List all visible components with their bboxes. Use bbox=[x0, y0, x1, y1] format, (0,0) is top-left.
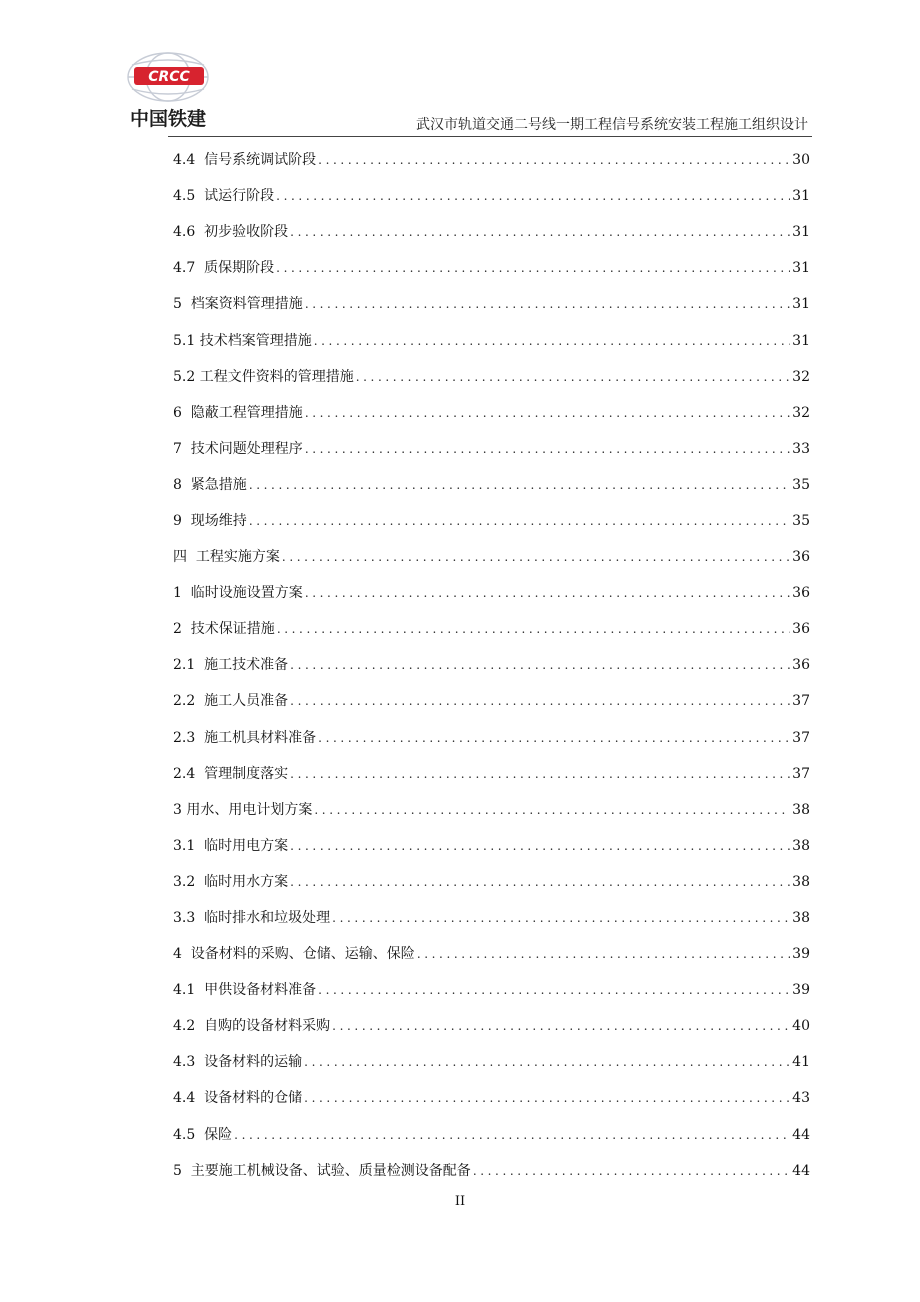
toc-entry-page: 44 bbox=[792, 1126, 810, 1143]
toc-entry-page: 31 bbox=[792, 260, 810, 277]
toc-entry-page: 38 bbox=[792, 801, 810, 818]
toc-entry-title: 2.4 管理制度落实 bbox=[173, 765, 289, 782]
toc-entry-title: 4.4 信号系统调试阶段 bbox=[173, 152, 317, 169]
toc-entry[interactable] bbox=[173, 214, 810, 250]
toc-entry-page: 43 bbox=[792, 1090, 810, 1107]
toc-entry-title: 4.4 设备材料的仓储 bbox=[173, 1090, 303, 1107]
toc-dot-leader bbox=[356, 371, 790, 383]
toc-dot-leader bbox=[305, 298, 790, 310]
toc-entry[interactable] bbox=[173, 864, 810, 900]
toc-entry[interactable] bbox=[173, 539, 810, 575]
toc-entry-title: 3.2 临时用水方案 bbox=[173, 873, 289, 890]
toc-entry-title: 四 工程实施方案 bbox=[173, 549, 280, 566]
toc-dot-leader bbox=[473, 1165, 790, 1177]
toc-entry[interactable] bbox=[173, 647, 810, 683]
document-title: 武汉市轨道交通二号线一期工程信号系统安装工程施工组织设计 bbox=[416, 117, 808, 133]
toc-entry-title: 5 档案资料管理措施 bbox=[173, 296, 303, 313]
logo-company-name: 中国铁建 bbox=[129, 108, 206, 130]
toc-dot-leader bbox=[290, 695, 790, 707]
toc-entry-title: 5 主要施工机械设备、试验、质量检测设备配备 bbox=[173, 1162, 471, 1179]
toc-entry-title: 6 隐蔽工程管理措施 bbox=[173, 404, 303, 421]
toc-dot-leader bbox=[290, 768, 790, 780]
toc-entry-page: 36 bbox=[792, 621, 810, 638]
toc-entry-title: 9 现场维持 bbox=[173, 512, 247, 529]
toc-entry-title: 4 设备材料的采购、仓储、运输、保险 bbox=[173, 946, 415, 963]
toc-entry-title: 4.5 试运行阶段 bbox=[173, 188, 275, 205]
toc-dot-leader bbox=[314, 335, 790, 347]
toc-dot-leader bbox=[249, 515, 790, 527]
toc-entry[interactable] bbox=[173, 611, 810, 647]
toc-entry-page: 44 bbox=[792, 1162, 810, 1179]
toc-entry-page: 37 bbox=[792, 765, 810, 782]
toc-entry-page: 41 bbox=[792, 1054, 810, 1071]
toc-entry-title: 3.3 临时排水和垃圾处理 bbox=[173, 910, 331, 927]
toc-entry[interactable] bbox=[173, 359, 810, 395]
toc-entry[interactable] bbox=[173, 972, 810, 1008]
toc-entry[interactable] bbox=[173, 792, 810, 828]
toc-dot-leader bbox=[304, 1056, 790, 1068]
toc-dot-leader bbox=[290, 659, 790, 671]
toc-dot-leader bbox=[305, 407, 790, 419]
toc-entry[interactable] bbox=[173, 1153, 810, 1189]
toc-entry-title: 4.6 初步验收阶段 bbox=[173, 224, 289, 241]
toc-entry[interactable] bbox=[173, 828, 810, 864]
toc-entry-page: 31 bbox=[792, 188, 810, 205]
toc-entry[interactable] bbox=[173, 575, 810, 611]
toc-entry[interactable] bbox=[173, 683, 810, 719]
toc-entry[interactable] bbox=[173, 431, 810, 467]
toc-entry[interactable] bbox=[173, 142, 810, 178]
crcc-logo-icon bbox=[118, 50, 218, 104]
header-divider bbox=[168, 136, 812, 137]
toc-entry-page: 36 bbox=[792, 657, 810, 674]
toc-entry[interactable] bbox=[173, 178, 810, 214]
toc-dot-leader bbox=[305, 587, 790, 599]
toc-entry-title: 4.5 保险 bbox=[173, 1126, 233, 1143]
toc-entry-page: 39 bbox=[792, 946, 810, 963]
toc-dot-leader bbox=[332, 1020, 790, 1032]
toc-entry-page: 30 bbox=[792, 152, 810, 169]
toc-dot-leader bbox=[314, 804, 790, 816]
toc-entry-page: 33 bbox=[792, 440, 810, 457]
toc-dot-leader bbox=[290, 226, 790, 238]
toc-entry-title: 8 紧急措施 bbox=[173, 476, 247, 493]
toc-entry-title: 4.3 设备材料的运输 bbox=[173, 1054, 303, 1071]
toc-entry[interactable] bbox=[173, 286, 810, 322]
toc-entry-title: 7 技术问题处理程序 bbox=[173, 440, 303, 457]
table-of-contents bbox=[173, 142, 810, 1189]
toc-entry[interactable] bbox=[173, 1008, 810, 1044]
page-number-footer: II bbox=[454, 1194, 466, 1209]
toc-entry[interactable] bbox=[173, 1117, 810, 1153]
toc-entry-page: 37 bbox=[792, 729, 810, 746]
toc-entry[interactable] bbox=[173, 1080, 810, 1116]
toc-entry-title: 5.1 技术档案管理措施 bbox=[173, 332, 312, 349]
toc-entry-title: 4.1 甲供设备材料准备 bbox=[173, 982, 317, 999]
toc-entry-title: 2 技术保证措施 bbox=[173, 621, 275, 638]
toc-entry-page: 35 bbox=[792, 476, 810, 493]
toc-entry-page: 36 bbox=[792, 585, 810, 602]
toc-entry-page: 38 bbox=[792, 837, 810, 854]
company-logo bbox=[118, 50, 218, 131]
toc-dot-leader bbox=[290, 840, 790, 852]
toc-entry[interactable] bbox=[173, 395, 810, 431]
toc-entry-page: 32 bbox=[792, 368, 810, 385]
toc-dot-leader bbox=[277, 623, 790, 635]
toc-dot-leader bbox=[318, 732, 790, 744]
toc-dot-leader bbox=[304, 1092, 790, 1104]
toc-entry[interactable] bbox=[173, 900, 810, 936]
toc-entry-page: 31 bbox=[792, 296, 810, 313]
toc-dot-leader bbox=[249, 479, 790, 491]
toc-dot-leader bbox=[276, 262, 790, 274]
toc-entry[interactable] bbox=[173, 503, 810, 539]
toc-entry-page: 31 bbox=[792, 224, 810, 241]
toc-entry-page: 36 bbox=[792, 549, 810, 566]
toc-entry-page: 32 bbox=[792, 404, 810, 421]
toc-entry[interactable] bbox=[173, 322, 810, 358]
toc-dot-leader bbox=[318, 154, 790, 166]
toc-entry-page: 40 bbox=[792, 1018, 810, 1035]
toc-entry-title: 1 临时设施设置方案 bbox=[173, 585, 303, 602]
toc-entry-title: 4.7 质保期阶段 bbox=[173, 260, 275, 277]
toc-entry-title: 2.1 施工技术准备 bbox=[173, 657, 289, 674]
toc-dot-leader bbox=[290, 876, 790, 888]
toc-entry[interactable] bbox=[173, 936, 810, 972]
logo-mark-text: CRCC bbox=[148, 69, 190, 85]
toc-entry-page: 37 bbox=[792, 693, 810, 710]
toc-entry-title: 2.2 施工人员准备 bbox=[173, 693, 289, 710]
toc-entry-page: 38 bbox=[792, 873, 810, 890]
toc-entry-title: 3 用水、用电计划方案 bbox=[173, 801, 313, 818]
toc-dot-leader bbox=[417, 948, 790, 960]
toc-entry[interactable] bbox=[173, 250, 810, 286]
toc-entry[interactable] bbox=[173, 467, 810, 503]
toc-dot-leader bbox=[282, 551, 790, 563]
toc-dot-leader bbox=[332, 912, 790, 924]
toc-entry-title: 5.2 工程文件资料的管理措施 bbox=[173, 368, 354, 385]
toc-entry-page: 31 bbox=[792, 332, 810, 349]
toc-dot-leader bbox=[318, 984, 790, 996]
toc-entry[interactable] bbox=[173, 1044, 810, 1080]
toc-dot-leader bbox=[234, 1129, 790, 1141]
toc-entry-page: 39 bbox=[792, 982, 810, 999]
toc-dot-leader bbox=[276, 190, 790, 202]
toc-entry-title: 2.3 施工机具材料准备 bbox=[173, 729, 317, 746]
toc-entry[interactable] bbox=[173, 720, 810, 756]
toc-entry[interactable] bbox=[173, 756, 810, 792]
toc-entry-title: 3.1 临时用电方案 bbox=[173, 837, 289, 854]
toc-dot-leader bbox=[305, 443, 790, 455]
toc-entry-title: 4.2 自购的设备材料采购 bbox=[173, 1018, 331, 1035]
toc-entry-page: 38 bbox=[792, 910, 810, 927]
toc-entry-page: 35 bbox=[792, 512, 810, 529]
